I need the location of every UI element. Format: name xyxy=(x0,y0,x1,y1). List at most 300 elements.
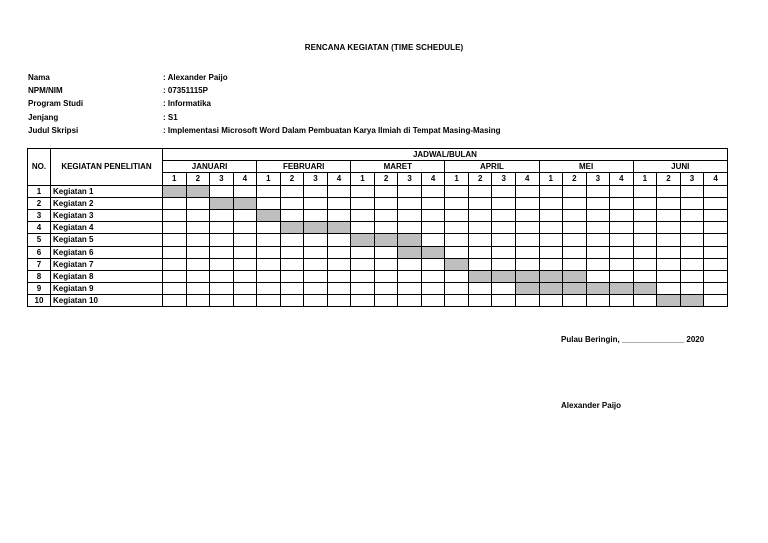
schedule-cell xyxy=(633,185,657,197)
activity-name: Kegiatan 1 xyxy=(51,185,163,197)
schedule-cell xyxy=(468,295,492,307)
schedule-cell xyxy=(233,295,257,307)
week-header: 4 xyxy=(421,173,445,185)
schedule-cell xyxy=(633,222,657,234)
schedule-cell xyxy=(704,234,728,246)
schedule-cell xyxy=(210,283,234,295)
schedule-cell xyxy=(280,258,304,270)
schedule-cell xyxy=(163,283,187,295)
schedule-cell xyxy=(398,222,422,234)
week-header: 2 xyxy=(374,173,398,185)
row-number: 9 xyxy=(28,283,51,295)
schedule-cell xyxy=(492,185,516,197)
schedule-cell xyxy=(186,222,210,234)
schedule-cell xyxy=(445,209,469,221)
schedule-cell xyxy=(163,197,187,209)
schedule-cell xyxy=(563,185,587,197)
schedule-cell xyxy=(351,197,375,209)
schedule-cell-active xyxy=(492,270,516,282)
schedule-cell xyxy=(374,209,398,221)
schedule-cell xyxy=(468,197,492,209)
schedule-cell xyxy=(304,209,328,221)
schedule-cell xyxy=(186,258,210,270)
schedule-cell xyxy=(704,270,728,282)
row-number: 3 xyxy=(28,209,51,221)
schedule-cell xyxy=(633,209,657,221)
schedule-cell-active xyxy=(304,222,328,234)
schedule-cell xyxy=(257,234,281,246)
month-header: APRIL xyxy=(445,161,539,173)
schedule-cell xyxy=(563,258,587,270)
schedule-cell xyxy=(374,185,398,197)
schedule-cell xyxy=(445,270,469,282)
schedule-cell xyxy=(351,295,375,307)
info-label: Jenjang xyxy=(28,112,59,122)
schedule-cell xyxy=(398,185,422,197)
schedule-cell xyxy=(280,185,304,197)
schedule-cell xyxy=(304,270,328,282)
week-header: 3 xyxy=(398,173,422,185)
schedule-cell xyxy=(280,246,304,258)
week-header: 2 xyxy=(563,173,587,185)
schedule-cell xyxy=(515,197,539,209)
schedule-cell-active xyxy=(186,185,210,197)
schedule-cell xyxy=(539,222,563,234)
schedule-cell xyxy=(163,258,187,270)
schedule-cell xyxy=(680,270,704,282)
week-header: 2 xyxy=(186,173,210,185)
schedule-cell xyxy=(304,185,328,197)
schedule-cell xyxy=(257,246,281,258)
schedule-cell xyxy=(633,295,657,307)
table-row xyxy=(28,295,728,307)
schedule-cell xyxy=(210,185,234,197)
month-header: FEBRUARI xyxy=(257,161,351,173)
schedule-cell xyxy=(515,209,539,221)
schedule-cell-active xyxy=(539,270,563,282)
schedule-cell xyxy=(586,234,610,246)
schedule-cell-active xyxy=(610,283,634,295)
schedule-cell xyxy=(304,197,328,209)
schedule-cell xyxy=(210,270,234,282)
schedule-cell xyxy=(539,209,563,221)
schedule-cell xyxy=(257,258,281,270)
header-row-schedule xyxy=(28,149,728,161)
schedule-cell xyxy=(610,222,634,234)
month-header: JANUARI xyxy=(163,161,257,173)
schedule-cell xyxy=(563,246,587,258)
info-label: Judul Skripsi xyxy=(28,125,79,135)
schedule-cell xyxy=(515,234,539,246)
table-row xyxy=(28,258,728,270)
schedule-cell xyxy=(586,270,610,282)
schedule-cell xyxy=(163,295,187,307)
schedule-cell xyxy=(233,283,257,295)
activity-name: Kegiatan 2 xyxy=(51,197,163,209)
schedule-cell xyxy=(163,222,187,234)
schedule-cell-active xyxy=(374,234,398,246)
schedule-cell xyxy=(327,234,351,246)
schedule-cell xyxy=(680,246,704,258)
schedule-cell xyxy=(233,185,257,197)
schedule-cell xyxy=(210,234,234,246)
column-header-schedule: JADWAL/BULAN xyxy=(163,149,728,161)
schedule-cell xyxy=(586,185,610,197)
schedule-cell xyxy=(468,234,492,246)
schedule-cell xyxy=(257,295,281,307)
schedule-cell xyxy=(633,234,657,246)
week-header: 3 xyxy=(304,173,328,185)
schedule-cell xyxy=(351,270,375,282)
schedule-cell xyxy=(610,234,634,246)
schedule-cell xyxy=(210,222,234,234)
month-header: MEI xyxy=(539,161,633,173)
schedule-cell xyxy=(492,197,516,209)
schedule-cell xyxy=(657,209,681,221)
week-header: 1 xyxy=(257,173,281,185)
activity-name: Kegiatan 3 xyxy=(51,209,163,221)
schedule-cell xyxy=(610,209,634,221)
schedule-cell xyxy=(563,209,587,221)
schedule-cell xyxy=(186,246,210,258)
schedule-cell xyxy=(280,234,304,246)
schedule-cell-active xyxy=(233,197,257,209)
schedule-cell xyxy=(704,283,728,295)
schedule-cell xyxy=(421,222,445,234)
week-header: 2 xyxy=(468,173,492,185)
month-header: JUNI xyxy=(633,161,727,173)
schedule-cell xyxy=(374,258,398,270)
schedule-cell-active xyxy=(468,270,492,282)
schedule-cell xyxy=(374,222,398,234)
week-header: 2 xyxy=(657,173,681,185)
schedule-cell xyxy=(704,185,728,197)
schedule-cell xyxy=(704,222,728,234)
schedule-cell xyxy=(304,295,328,307)
week-header: 4 xyxy=(704,173,728,185)
schedule-cell xyxy=(374,283,398,295)
schedule-cell xyxy=(398,270,422,282)
schedule-cell xyxy=(468,283,492,295)
week-header: 1 xyxy=(539,173,563,185)
schedule-cell xyxy=(657,222,681,234)
week-header: 3 xyxy=(492,173,516,185)
schedule-cell xyxy=(563,234,587,246)
schedule-cell xyxy=(351,222,375,234)
schedule-cell-active xyxy=(586,283,610,295)
activity-name: Kegiatan 6 xyxy=(51,246,163,258)
schedule-cell xyxy=(586,258,610,270)
schedule-cell xyxy=(563,197,587,209)
schedule-cell xyxy=(515,185,539,197)
schedule-cell xyxy=(515,258,539,270)
schedule-cell xyxy=(351,258,375,270)
schedule-cell-active xyxy=(563,270,587,282)
schedule-cell xyxy=(398,209,422,221)
schedule-cell xyxy=(657,246,681,258)
activity-name: Kegiatan 10 xyxy=(51,295,163,307)
info-label: Program Studi xyxy=(28,99,84,109)
info-value: : Informatika xyxy=(163,99,212,109)
schedule-table xyxy=(27,148,728,307)
schedule-cell xyxy=(163,270,187,282)
schedule-cell xyxy=(492,222,516,234)
schedule-cell-active xyxy=(680,295,704,307)
schedule-cell xyxy=(586,246,610,258)
schedule-cell xyxy=(657,283,681,295)
schedule-cell xyxy=(327,270,351,282)
schedule-cell xyxy=(492,209,516,221)
schedule-cell xyxy=(445,234,469,246)
schedule-cell xyxy=(657,234,681,246)
week-header: 3 xyxy=(680,173,704,185)
schedule-cell xyxy=(421,258,445,270)
schedule-cell xyxy=(445,222,469,234)
schedule-cell xyxy=(257,270,281,282)
week-header: 3 xyxy=(586,173,610,185)
row-number: 2 xyxy=(28,197,51,209)
schedule-cell xyxy=(704,258,728,270)
schedule-cell xyxy=(586,295,610,307)
place-date: Pulau Beringin, ______________ 2020 xyxy=(561,335,705,344)
schedule-cell xyxy=(610,270,634,282)
schedule-cell xyxy=(515,222,539,234)
schedule-cell xyxy=(492,295,516,307)
row-number: 5 xyxy=(28,234,51,246)
schedule-cell xyxy=(304,234,328,246)
column-header-activity: KEGIATAN PENELITIAN xyxy=(51,149,163,186)
table-row xyxy=(28,246,728,258)
schedule-cell xyxy=(327,246,351,258)
schedule-cell xyxy=(657,258,681,270)
schedule-cell xyxy=(539,197,563,209)
schedule-cell xyxy=(304,283,328,295)
schedule-cell-active xyxy=(539,283,563,295)
schedule-cell xyxy=(610,258,634,270)
schedule-cell xyxy=(492,258,516,270)
schedule-cell-active xyxy=(210,197,234,209)
info-value: : S1 xyxy=(163,112,178,122)
schedule-cell-active xyxy=(351,234,375,246)
schedule-cell xyxy=(186,283,210,295)
schedule-cell xyxy=(680,185,704,197)
week-header: 4 xyxy=(327,173,351,185)
schedule-cell xyxy=(445,185,469,197)
schedule-cell xyxy=(515,295,539,307)
schedule-cell xyxy=(421,209,445,221)
schedule-cell xyxy=(468,246,492,258)
activity-name: Kegiatan 5 xyxy=(51,234,163,246)
schedule-cell xyxy=(257,283,281,295)
schedule-cell xyxy=(327,258,351,270)
schedule-cell xyxy=(163,209,187,221)
schedule-cell xyxy=(515,246,539,258)
schedule-cell xyxy=(421,234,445,246)
schedule-cell xyxy=(563,295,587,307)
schedule-cell xyxy=(233,209,257,221)
schedule-cell-active xyxy=(163,185,187,197)
schedule-cell-active xyxy=(280,222,304,234)
week-header: 1 xyxy=(163,173,187,185)
schedule-cell xyxy=(233,234,257,246)
week-header: 4 xyxy=(610,173,634,185)
schedule-cell xyxy=(680,283,704,295)
schedule-cell-active xyxy=(421,246,445,258)
table-row xyxy=(28,197,728,209)
schedule-cell xyxy=(421,185,445,197)
schedule-cell xyxy=(633,246,657,258)
row-number: 10 xyxy=(28,295,51,307)
schedule-cell xyxy=(186,295,210,307)
schedule-cell xyxy=(327,209,351,221)
info-value: : Implementasi Microsoft Word Dalam Pembuatan Karya Ilmiah di Tempat Masing-Masing xyxy=(163,125,501,135)
schedule-cell xyxy=(257,222,281,234)
schedule-cell xyxy=(680,197,704,209)
schedule-cell xyxy=(539,185,563,197)
schedule-cell-active xyxy=(257,209,281,221)
schedule-cell xyxy=(351,185,375,197)
schedule-cell xyxy=(563,222,587,234)
schedule-cell xyxy=(210,258,234,270)
schedule-cell xyxy=(398,197,422,209)
schedule-cell xyxy=(539,246,563,258)
week-header: 4 xyxy=(233,173,257,185)
schedule-cell xyxy=(210,246,234,258)
info-value: : 07351115P xyxy=(163,86,208,96)
schedule-cell xyxy=(680,234,704,246)
week-header: 2 xyxy=(280,173,304,185)
schedule-cell xyxy=(233,258,257,270)
activity-name: Kegiatan 4 xyxy=(51,222,163,234)
schedule-cell-active xyxy=(563,283,587,295)
schedule-cell xyxy=(398,283,422,295)
document-title: RENCANA KEGIATAN (TIME SCHEDULE) xyxy=(304,43,464,52)
schedule-cell xyxy=(233,246,257,258)
info-value: : Alexander Paijo xyxy=(163,73,228,82)
column-header-no: NO. xyxy=(28,149,51,186)
schedule-cell xyxy=(633,258,657,270)
schedule-cell xyxy=(280,295,304,307)
schedule-cell xyxy=(586,197,610,209)
schedule-cell xyxy=(704,209,728,221)
info-label: Nama xyxy=(28,73,50,82)
row-number: 7 xyxy=(28,258,51,270)
row-number: 1 xyxy=(28,185,51,197)
schedule-cell xyxy=(421,270,445,282)
schedule-cell xyxy=(327,197,351,209)
activity-name: Kegiatan 8 xyxy=(51,270,163,282)
schedule-cell xyxy=(539,295,563,307)
week-header: 1 xyxy=(633,173,657,185)
month-header: MARET xyxy=(351,161,445,173)
schedule-cell xyxy=(398,258,422,270)
schedule-cell xyxy=(327,185,351,197)
schedule-cell xyxy=(374,270,398,282)
schedule-cell xyxy=(445,197,469,209)
schedule-cell xyxy=(704,197,728,209)
schedule-cell xyxy=(492,283,516,295)
week-header: 4 xyxy=(515,173,539,185)
schedule-cell xyxy=(304,246,328,258)
schedule-cell xyxy=(492,246,516,258)
schedule-cell xyxy=(468,258,492,270)
schedule-cell xyxy=(704,295,728,307)
schedule-cell xyxy=(680,209,704,221)
table-row xyxy=(28,185,728,197)
schedule-cell xyxy=(374,246,398,258)
schedule-cell xyxy=(257,185,281,197)
schedule-cell xyxy=(680,258,704,270)
schedule-cell xyxy=(327,295,351,307)
schedule-cell xyxy=(186,197,210,209)
schedule-cell xyxy=(304,258,328,270)
table-row xyxy=(28,283,728,295)
schedule-cell xyxy=(374,197,398,209)
schedule-cell xyxy=(421,295,445,307)
schedule-cell xyxy=(445,246,469,258)
row-number: 4 xyxy=(28,222,51,234)
schedule-cell xyxy=(163,246,187,258)
schedule-cell xyxy=(492,234,516,246)
schedule-cell xyxy=(610,295,634,307)
schedule-cell xyxy=(633,197,657,209)
table-row xyxy=(28,270,728,282)
schedule-cell xyxy=(468,209,492,221)
week-header: 1 xyxy=(445,173,469,185)
table-row xyxy=(28,209,728,221)
schedule-cell xyxy=(233,222,257,234)
schedule-cell xyxy=(280,197,304,209)
schedule-cell xyxy=(398,295,422,307)
schedule-cell xyxy=(374,295,398,307)
week-header: 3 xyxy=(210,173,234,185)
schedule-cell xyxy=(327,283,351,295)
signature-name: Alexander Paijo xyxy=(561,401,622,410)
schedule-cell xyxy=(351,246,375,258)
row-number: 8 xyxy=(28,270,51,282)
schedule-cell xyxy=(421,283,445,295)
schedule-cell xyxy=(704,246,728,258)
schedule-cell xyxy=(657,197,681,209)
schedule-cell xyxy=(280,209,304,221)
schedule-cell xyxy=(610,185,634,197)
schedule-cell-active xyxy=(515,283,539,295)
schedule-cell xyxy=(539,234,563,246)
schedule-cell xyxy=(633,270,657,282)
schedule-cell xyxy=(351,209,375,221)
schedule-cell xyxy=(280,270,304,282)
schedule-cell xyxy=(586,209,610,221)
info-label: NPM/NIM xyxy=(28,86,63,96)
schedule-cell xyxy=(186,234,210,246)
schedule-cell xyxy=(586,222,610,234)
row-number: 6 xyxy=(28,246,51,258)
schedule-cell xyxy=(468,222,492,234)
schedule-cell xyxy=(210,295,234,307)
schedule-cell xyxy=(610,246,634,258)
schedule-cell xyxy=(421,197,445,209)
week-header: 1 xyxy=(351,173,375,185)
schedule-cell xyxy=(233,270,257,282)
schedule-cell-active xyxy=(398,234,422,246)
schedule-cell xyxy=(351,283,375,295)
schedule-cell-active xyxy=(515,270,539,282)
schedule-cell xyxy=(280,283,304,295)
schedule-cell xyxy=(163,234,187,246)
table-row xyxy=(28,234,728,246)
schedule-cell xyxy=(445,295,469,307)
schedule-cell xyxy=(657,185,681,197)
